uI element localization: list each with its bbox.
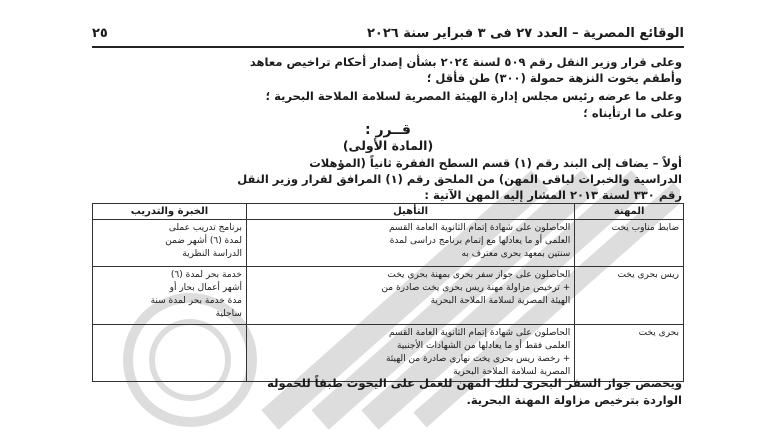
cell-profession (575, 220, 684, 267)
cell-line: الهيئة المصرية لسلامة الملاحة البحرية (430, 296, 571, 306)
cell-line: + ترخيص مزاولة مهنة ريس بحرى يخت صادرة من (381, 283, 571, 293)
cell-line: + رخصة ريس بحرى يخت نهارى صادرة من الهيئة (385, 354, 571, 364)
article-line: الدراسية والخبرات لباقى المهن) من الملحق رقم (١) المرافق لقرار وزير النقل (237, 172, 682, 186)
cell-line: برنامج تدريب عملى (168, 223, 242, 233)
article-line: رقم ٣٣٠ لسنة ٢٠١٣ المشار إليه المهن الآتية : (424, 188, 682, 202)
cell-line: الحاصلون على شهادة إتمام الثانوية العامة القسم (388, 223, 571, 233)
page-header (92, 24, 684, 44)
col-header-experience: الخبرة والتدريب (93, 204, 247, 220)
col-header-profession: المهنة (575, 204, 684, 220)
cell-experience (93, 220, 247, 267)
cell-line: العلمى فقط أو ما يعادلها من الشهادات الأجنبية (396, 341, 571, 351)
cell-line: مدة خدمة بحر لمدة سنة (150, 296, 242, 306)
article-title: (المادة الأولى) (342, 138, 434, 153)
cell-line: لمدة (٦) أشهر ضمن (165, 236, 242, 246)
cell-line: ساحلية (215, 309, 242, 319)
cell-experience (93, 325, 247, 382)
cell-profession (575, 325, 684, 382)
professions-table (92, 203, 684, 382)
cell-line: العلمى أو ما يعادلها مع إتمام برنامج دراسى لمدة (389, 236, 571, 246)
cell-line: سنتين بمعهد بحرى معترف به (461, 249, 571, 259)
preamble-line: وأطقم يخوت النزهة حمولة (٣٠٠) طن فأقل ؛ (426, 71, 682, 85)
table-row (93, 220, 684, 267)
cell-line: المصرية لسلامة الملاحة البحرية (453, 367, 571, 377)
header-divider (92, 46, 684, 48)
table-row (93, 325, 684, 382)
closing-line: ويخصص جواز السفر البحرى لتلك المهن للعمل على اليخوت طبقاً للحمولة (267, 376, 682, 390)
table-row (93, 267, 684, 325)
col-header-qualification: التأهيل (246, 204, 574, 220)
gazette-issue-title: الوقائع المصرية – العدد ٢٧ فى ٣ فبراير سنة ٢٠٢٦ (367, 26, 684, 41)
table-header-row (93, 204, 684, 220)
cell-line: ضابط مناوب يخت (611, 223, 679, 233)
cell-line: أشهر أعمال بحار أو (169, 283, 242, 293)
closing-line: الواردة بترخيص مزاولة المهنة البحرية. (466, 393, 682, 407)
cell-qualification (246, 325, 574, 382)
cell-experience (93, 267, 247, 325)
preamble-line: وعلى ما عرضه رئيس مجلس إدارة الهيئة المصرية لسلامة الملاحة البحرية ؛ (265, 89, 682, 103)
preamble-line: وعلى ما ارتأيناه ؛ (583, 106, 682, 120)
cell-line: الدراسة النظرية (182, 249, 242, 259)
cell-qualification (246, 220, 574, 267)
cell-line: خدمة بحر لمدة (٦) (170, 270, 242, 280)
cell-line: الحاصلون على جواز سفر بحرى بمهنة بحرى يخت (387, 270, 571, 280)
article-line: أولاً – يضاف إلى البند رقم (١) قسم السطح الفقرة ثانياً (المؤهلات (309, 156, 682, 170)
cell-line: ريس بحرى يخت (617, 270, 679, 280)
preamble-line: وعلى قرار وزير النقل رقم ٥٠٩ لسنة ٢٠٢٤ بشأن إصدار أحكام تراخيص معاهد (249, 55, 682, 69)
decree-heading: قــرر : (365, 122, 411, 138)
cell-profession (575, 267, 684, 325)
page-number: ٢٥ (92, 26, 108, 41)
cell-qualification (246, 267, 574, 325)
cell-line: الحاصلون على شهادة إتمام الثانوية العامة القسم (388, 328, 571, 338)
cell-line: بحرى يخت (638, 328, 679, 338)
